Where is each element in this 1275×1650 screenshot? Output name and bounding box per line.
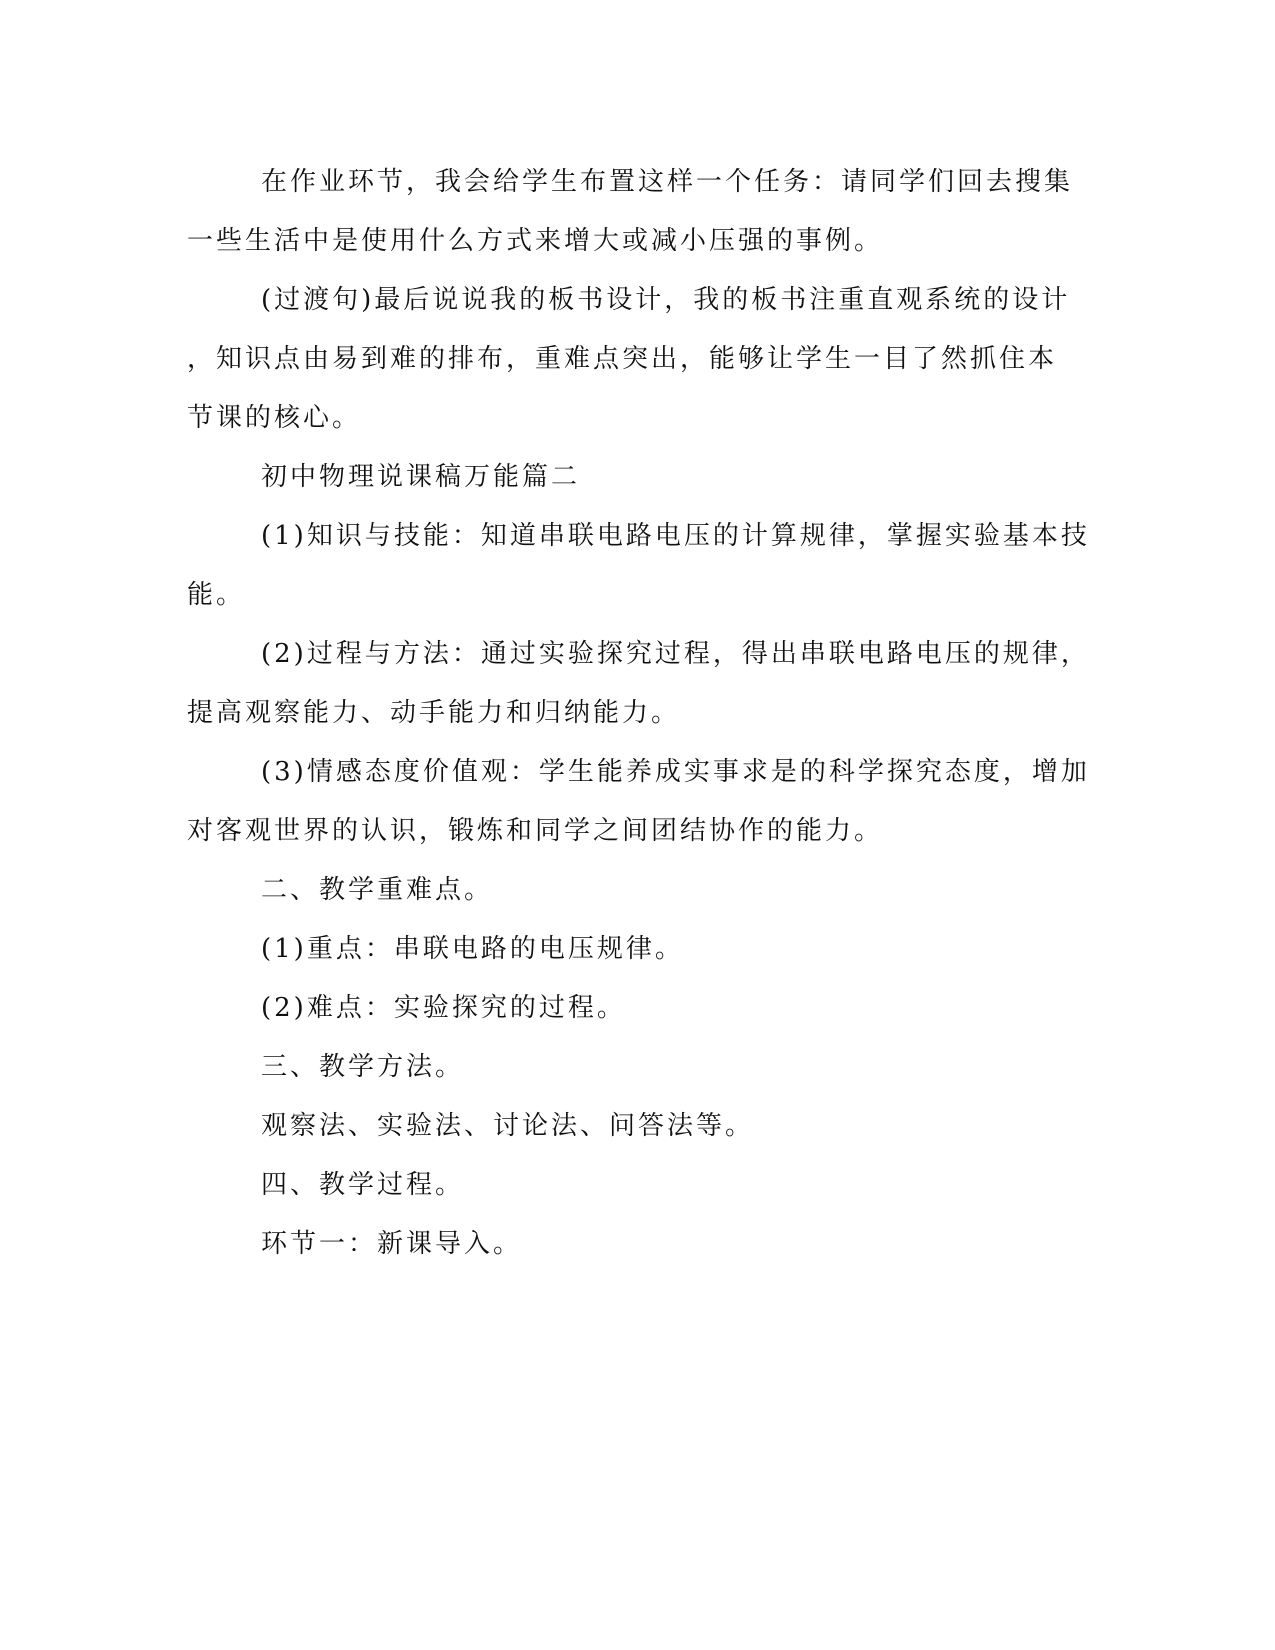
text-line: ，知识点由易到难的排布，重难点突出，能够让学生一目了然抓住本 <box>187 344 1058 374</box>
text-line: 观察法、实验法、讨论法、问答法等。 <box>261 1111 755 1141</box>
text-line: (1)知识与技能：知道串联电路电压的计算规律，掌握实验基本技 <box>261 521 1090 551</box>
section-heading: 二、教学重难点。 <box>261 875 494 905</box>
text-line: 在作业环节，我会给学生布置这样一个任务：请同学们回去搜集 <box>261 167 1074 197</box>
text-line: (2)过程与方法：通过实验探究过程，得出串联电路电压的规律， <box>261 639 1090 669</box>
text-line: (1)重点：串联电路的电压规律。 <box>261 934 684 964</box>
section-heading: 三、教学方法。 <box>261 1052 465 1082</box>
text-line: 对客观世界的认识，锻炼和同学之间团结协作的能力。 <box>187 816 884 846</box>
text-line: (2)难点：实验探究的过程。 <box>261 993 626 1023</box>
text-line: 一些生活中是使用什么方式来增大或减小压强的事例。 <box>187 226 884 256</box>
section-heading: 四、教学过程。 <box>261 1170 465 1200</box>
text-line: (3)情感态度价值观：学生能养成实事求是的科学探究态度，增加 <box>261 757 1090 787</box>
text-line: 环节一：新课导入。 <box>261 1229 523 1259</box>
text-line: 节课的核心。 <box>187 403 362 433</box>
text-line: (过渡句)最后说说我的板书设计，我的板书注重直观系统的设计 <box>261 285 1071 315</box>
text-line: 能。 <box>187 580 246 610</box>
section-heading: 初中物理说课稿万能篇二 <box>261 462 581 492</box>
text-line: 提高观察能力、动手能力和归纳能力。 <box>187 698 681 728</box>
